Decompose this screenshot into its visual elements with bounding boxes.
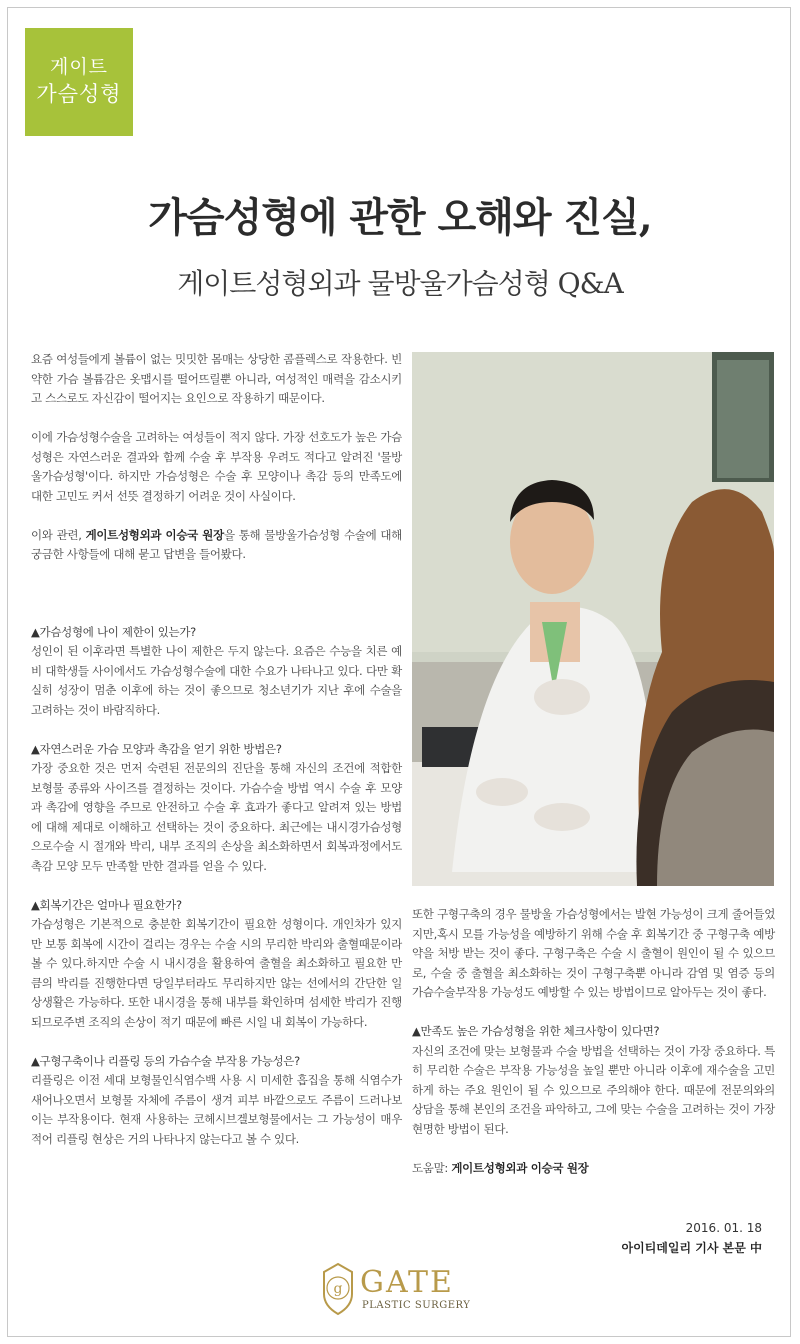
question-heading: ▲회복기간은 얼마나 필요한가? (31, 897, 182, 912)
article-title: 가슴성형에 관한 오해와 진실, (148, 194, 652, 241)
question-heading: ▲자연스러운 가슴 모양과 촉감을 얻기 위한 방법은? (31, 741, 282, 756)
help-name: 게이트성형외과 이승국 원장 (451, 1160, 589, 1175)
answer-text: 자신의 조건에 맞는 보형물과 수술 방법을 선택하는 것이 가장 중요하다. 특히 무리한 수술은 부작용 가능성을 높일 뿐만 아니라 이후에 재수술을 고민하게 하는 주요 원인이 될 수 있으므로 주의해야 한다. 때문에 전문의와의 상담을 통해 본인의 조건을 파악하고, 그에 맞는 수술을 고려하는 것이 가장 현명한 방법이 된다. (412, 1043, 775, 1136)
answer-text: 성인이 된 이후라면 특별한 나이 제한은 두지 않는다. 요즘은 수능을 치른 예비 대학생들 사이에서도 가슴성형수술에 대한 수요가 나타나고 있다. 다만 확실히 성장이 멈춘 이후에 하는 것이 좋으므로 청소년기가 지난 후에 수술을 고려하는 것이 바람직하다. (31, 644, 402, 717)
doctor-name: 게이트성형외과 이승국 원장 (85, 527, 224, 542)
consultation-photo (412, 352, 774, 886)
left-column (31, 350, 402, 1149)
intro-paragraph-1: 요즘 여성들에게 볼륨이 없는 밋밋한 몸매는 상당한 콤플렉스로 작용한다. 빈약한 가슴 볼륨감은 옷맵시를 떨어뜨릴뿐 아니라, 여성적인 매력을 감소시키고 스스로도 자신감이 떨어지는 요인으로 작용하기 때문이다. (31, 352, 402, 405)
category-badge (25, 28, 133, 136)
answer-text: 가슴성형은 기본적으로 충분한 회복기간이 필요한 성형이다. 개인차가 있지만 보통 회복에 시간이 걸리는 경우는 수술 시의 무리한 박리와 출혈때문이라 볼 수 있다.하지만 수술 시 내시경을 활용하여 출혈을 최소화하고 필요한 만큼의 박리를 진행한다면 당일부터라도 무리하지만 않는 선에서의 간단한 일상생활은 가능하다. 또한 내시경을 통해 내부를 확인하며 섬세한 박리가 진행되므로주변 조직의 손상이 적기 때문에 빠른 시일 내 회복이 가능하다. (31, 917, 402, 1029)
gate-logo (318, 1258, 488, 1318)
question-heading: ▲가슴성형에 나이 제한이 있는가? (31, 624, 196, 639)
right-column (412, 905, 775, 1178)
intro-text: 이와 관련, (31, 527, 86, 542)
answer-text: 리플링은 이전 세대 보형물인식염수백 사용 시 미세한 흡집을 통해 식염수가 새어나오면서 보형물 자체에 주름이 생겨 피부 바깥으로도 주름이 드러나보이는 부작용이다. 현재 사용하는 코헤시브겔보형물에서는 그 가능성이 매우 적어 리플링 현상은 거의 나타나지 않는다고 볼 수 있다. (31, 1073, 402, 1146)
intro-paragraph-2: 이에 가슴성형수술을 고려하는 여성들이 적지 않다. 가장 선호도가 높은 가슴성형은 자연스러운 결과와 함께 수술 후 부작용 우려도 적다고 알려진 '물방울가슴성형'이다. 하지만 가슴성형은 수술 후 모양이나 촉감 등의 만족도에 대한 고민도 커서 선뜻 결정하기 어려운 것이 사실이다. (31, 430, 402, 503)
badge-line-2: 가슴성형 (36, 82, 122, 106)
badge-line-1: 게이트 (49, 56, 109, 78)
logo-name: GATE (360, 1265, 454, 1300)
question-heading: ▲구형구축이나 리플링 등의 가슴수술 부작용 가능성은? (31, 1053, 300, 1068)
help-credit (412, 1159, 775, 1179)
intro-paragraph-3 (31, 526, 402, 565)
logo-tagline: PLASTIC SURGERY (362, 1300, 471, 1311)
article-date: 2016. 01. 18 (685, 1221, 762, 1235)
question-heading: ▲만족도 높은 가슴성형을 위한 체크사항이 있다면? (412, 1024, 660, 1038)
article-subtitle: 게이트성형외과 물방울가슴성형 Q&A (177, 267, 623, 300)
logo-mark: g (333, 1281, 343, 1297)
intro-text: 을 통해 물방울가슴성형 수술에 대해 궁금한 사항들에 대해 묻고 답변을 들어봤다. (31, 527, 402, 561)
article-date-block (622, 1218, 762, 1258)
answer-text: 가장 중요한 것은 먼저 숙련된 전문의의 진단을 통해 자신의 조건에 적합한 보형물 종류와 사이즈를 결정하는 것이다. 가슴수술 방법 역시 수술 후 모양과 촉감에 영향을 주므로 안전하고 수술 후 효과가 좋다고 알려져 있는 방법에 대해 제대로 이해하고 선택하는 것이 중요하다. 최근에는 내시경가슴성형으로수술 시 절개와 박리, 내부 조직의 손상을 최소화하면서 회복과정에서도 촉감 모양 모두 만족할 만한 결과를 얻을 수 있다. (31, 761, 402, 873)
help-label: 도움말: (412, 1160, 452, 1175)
logo-emblem-icon (324, 1264, 352, 1314)
right-paragraph-1: 또한 구형구축의 경우 물방울 가슴성형에서는 발현 가능성이 크게 줄어들었지만,혹시 모를 가능성을 예방하기 위해 수술 후 회복기간 중 구형구축 예방약을 처방 받는 것이 좋다. 구형구축은 수술 시 출혈이 원인이 될 수 있으므로, 수술 중 출혈을 최소화하는 것이 구형구축뿐 아니라 감염 및 염증 등의 가슴수술부작용 가능성도 예방할 수 있는 방법이므로 알아두는 것이 좋다. (412, 907, 775, 999)
article-source: 아이티데일리 기사 본문 中 (621, 1241, 762, 1255)
